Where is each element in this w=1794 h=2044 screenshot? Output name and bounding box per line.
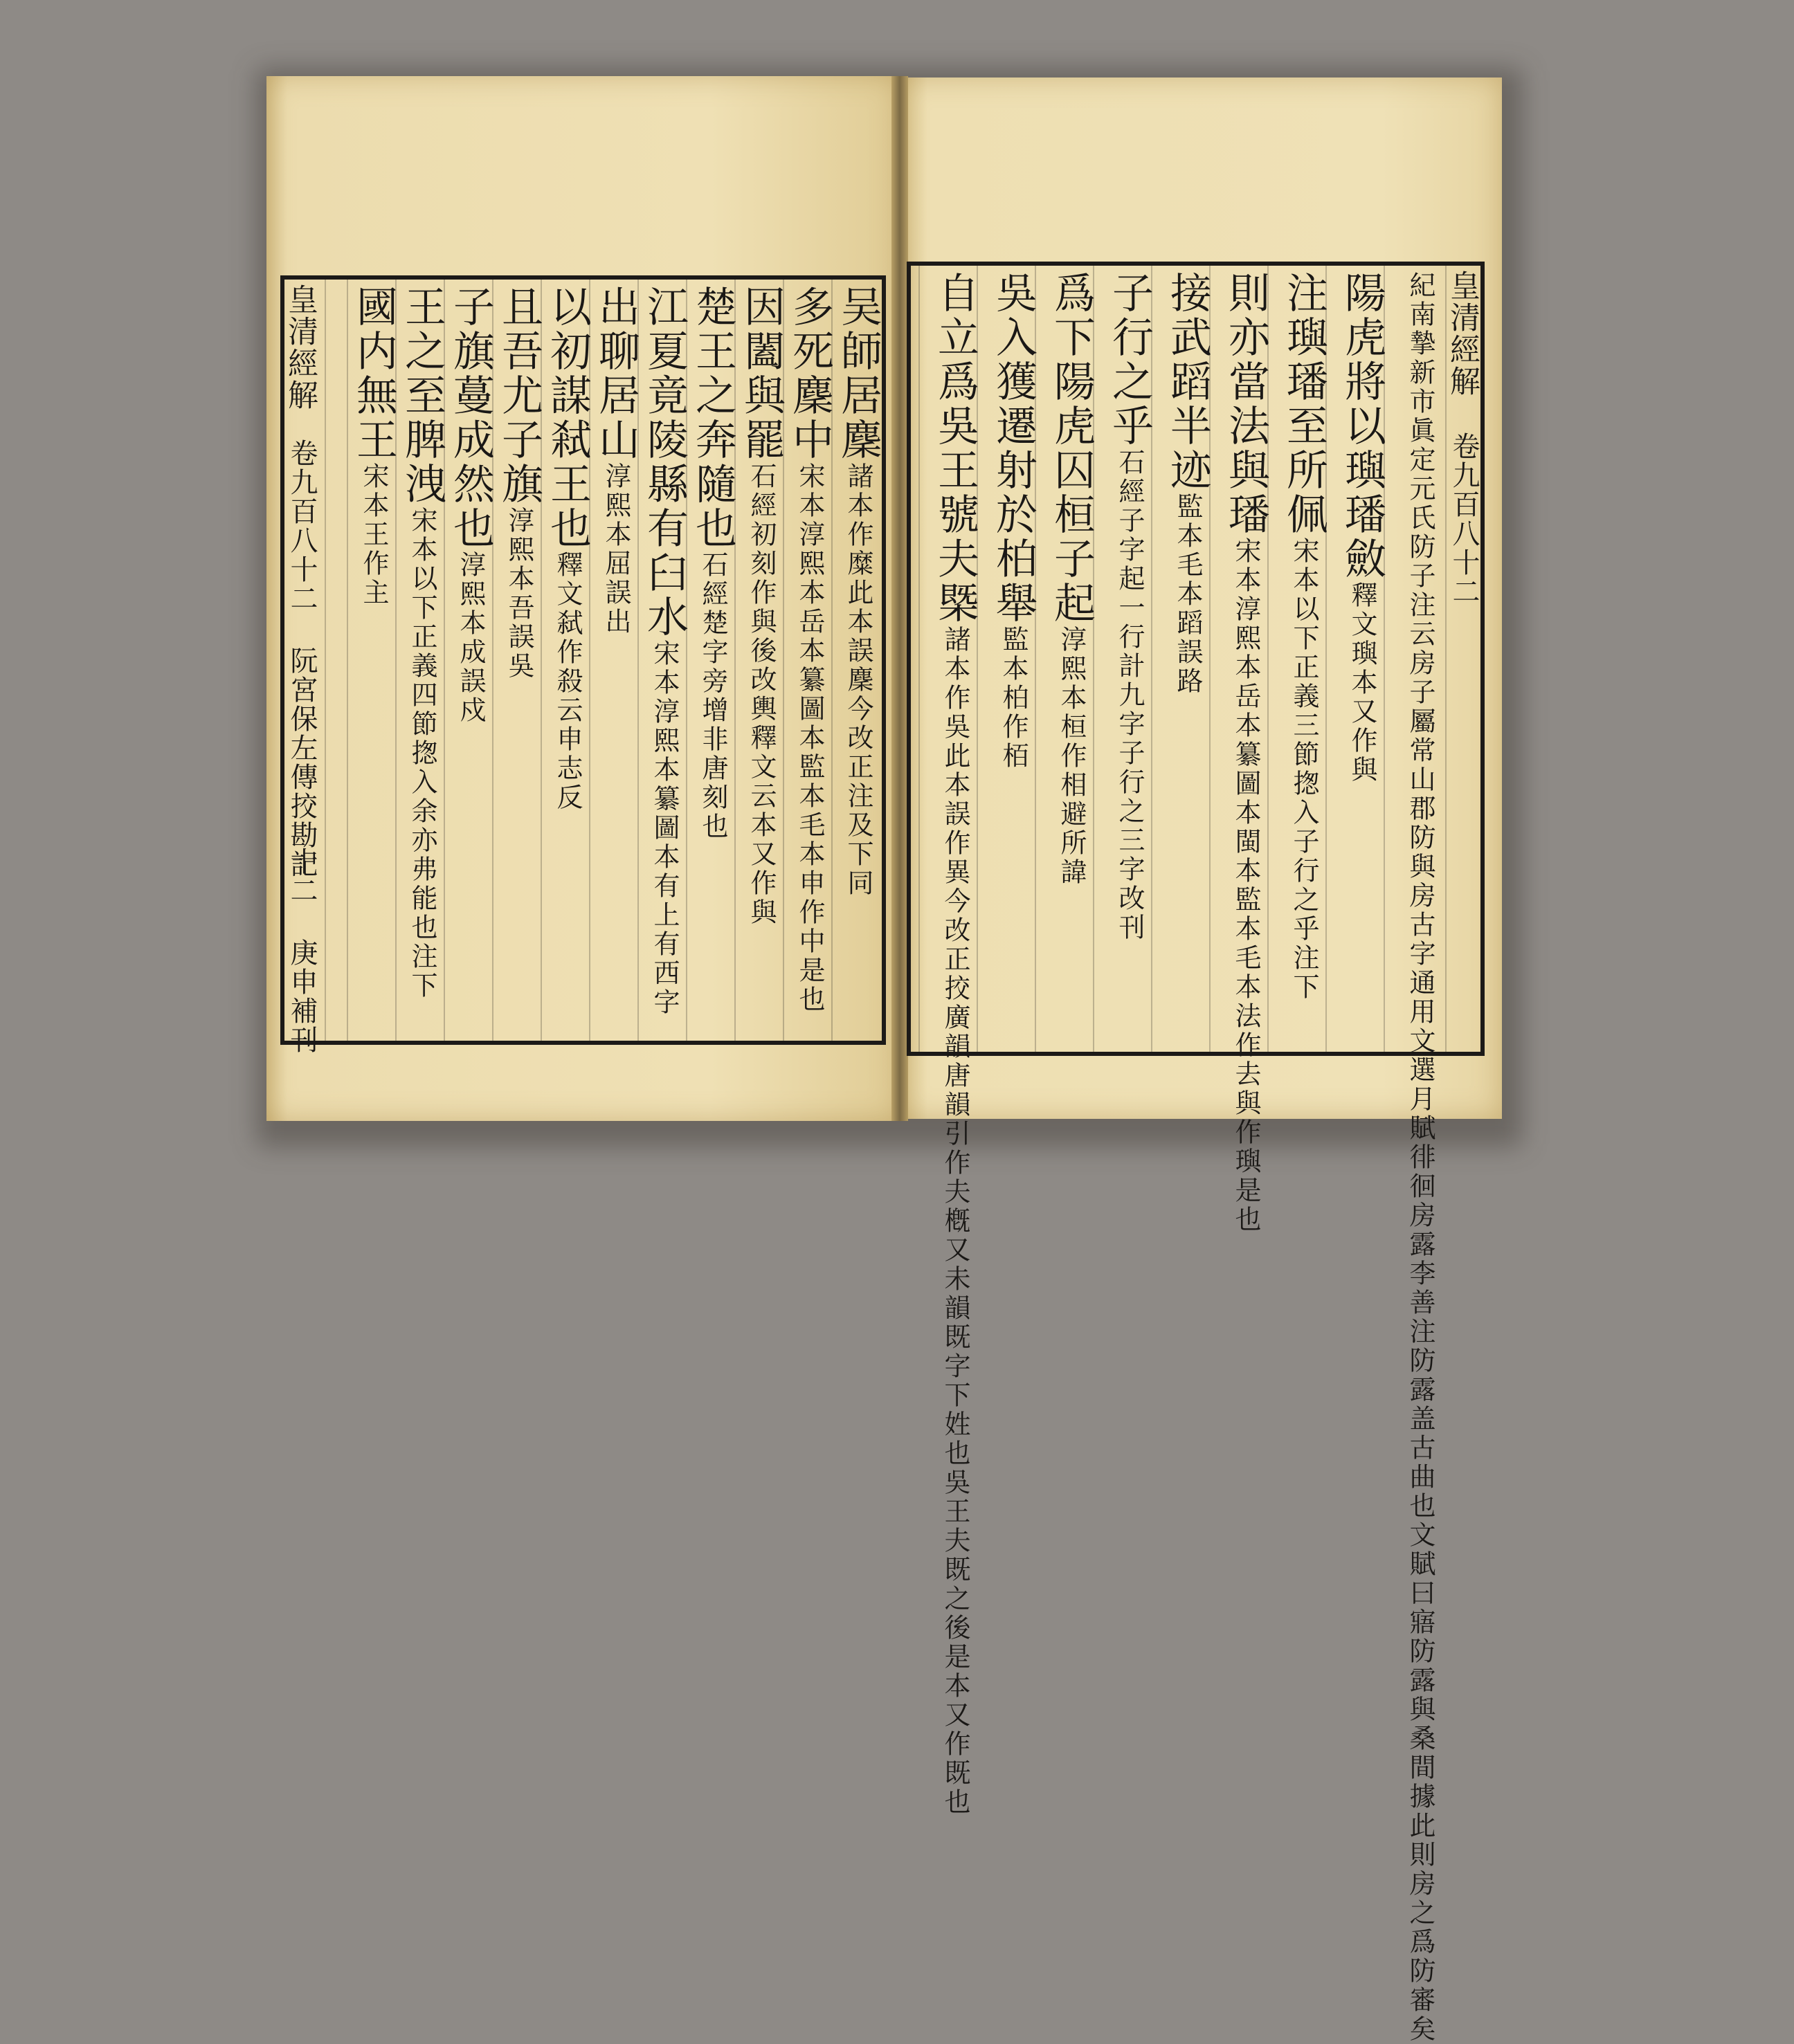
left-main-text: 楚王之奔隨也: [689, 285, 737, 551]
left-annotation: 淳熙本成誤戍: [455, 551, 486, 725]
left-column: [494, 285, 543, 1046]
left-annotation: 石經初刻作與後改輿釋文云本又作與: [746, 462, 777, 927]
left-annotation: 宋本以下正義四節揔入余亦弗能也注下: [407, 507, 437, 1001]
left-column: [785, 285, 834, 1046]
left-annotation: 宋本淳熙本岳本纂圖本監本毛本申作中是也: [795, 462, 825, 1014]
right-annotation: 監本毛本蹈誤路: [1172, 493, 1203, 696]
left-main-text: 且吾尤子旗: [495, 285, 543, 507]
right-margin-volume: 卷九百八十二: [1448, 432, 1480, 606]
left-main-text: 出聊居山: [592, 285, 640, 462]
right-annotation: 宋本以下正義三節揔入子行之乎注下: [1289, 537, 1319, 1002]
right-column: [1386, 271, 1441, 2044]
left-annotation: 釋文弑作殺云申志反: [552, 551, 583, 812]
right-annotation: 宋本淳熙本岳本纂圖本閩本監本毛本法作去與作璵是也: [1231, 537, 1261, 1234]
left-annotation: 宋本淳熙本纂圖本有上有西字: [649, 639, 680, 1017]
right-text-frame: [907, 262, 1485, 2044]
left-main-text: 王之至脾洩: [398, 285, 446, 507]
right-annotation: 淳熙本桓作相避所諱: [1056, 626, 1087, 887]
left-column: [446, 285, 495, 1046]
left-annotation: 淳熙本吾誤吳: [504, 507, 534, 681]
right-main-text: 爲下陽虎囚桓子起: [1047, 271, 1096, 626]
book-gutter: [891, 76, 908, 1121]
right-annotation: 紀南摯新市眞定元氏防子注云房子屬常山郡防與房古字通用文選月賦徘徊房露李善注防露盖古曲也文賦曰寤防露與桑間據此則房之爲防審矣: [1405, 271, 1435, 2044]
left-main-text: 國内無王: [350, 285, 398, 462]
right-main-text: 則亦當法與璠: [1222, 271, 1270, 537]
left-column: [688, 285, 737, 1046]
left-column: [833, 285, 882, 1046]
left-column: [736, 285, 786, 1046]
left-main-text: 因闔與罷: [737, 285, 786, 462]
right-annotation: 監本柏作栢: [998, 626, 1029, 771]
left-margin-page: 十二 庚申補刊: [286, 847, 318, 1055]
right-column: [1153, 271, 1212, 1057]
left-column: [640, 285, 689, 1046]
right-annotation: 釋文璵本又作與: [1347, 581, 1377, 785]
right-column: [979, 271, 1038, 1057]
right-column: [921, 271, 979, 1817]
right-column: [1328, 271, 1386, 1057]
right-margin-title: 皇清經解: [1444, 270, 1480, 397]
left-annotation: 宋本王作主: [359, 462, 389, 608]
left-column: [397, 285, 446, 1046]
left-annotation: 諸本作糜此本誤麇今改正注及下同: [843, 462, 873, 898]
left-main-text: 子旗蔓成然也: [446, 285, 495, 551]
right-annotation: 諸本作吳此本誤作異今改正挍廣韻唐韻引作夫槪又未韻既字下姓也吳王夫既之後是本又作既也: [940, 626, 970, 1817]
right-column: [1211, 271, 1270, 1234]
left-margin-title: 皇清經解: [282, 284, 318, 411]
left-main-text: 江夏竟陵縣有臼水: [640, 285, 689, 639]
right-column: [1269, 271, 1328, 1057]
right-annotation: 石經子字起一行計九字子行之三字改刊: [1114, 448, 1145, 942]
left-column: [349, 285, 398, 1046]
left-main-text: 多死麇中: [786, 285, 834, 462]
right-column: [1095, 271, 1154, 1057]
left-annotation: 淳熙本屈誤出: [601, 462, 631, 637]
left-column: [591, 285, 640, 1046]
right-main-text: 陽虎將以璵璠斂: [1338, 271, 1386, 581]
right-main-text: 注璵璠至所佩: [1280, 271, 1328, 537]
left-annotation: 石經楚字旁增非唐刻也: [698, 551, 728, 841]
left-text-frame: [280, 275, 886, 1055]
left-main-text: 以初謀弒王也: [543, 285, 592, 551]
left-column: [543, 285, 592, 1046]
right-column: [1037, 271, 1096, 1057]
left-margin-volume: 卷九百八十二 阮宮保左傳挍勘記: [286, 439, 318, 879]
right-main-text: 吳入獲遷射於柏舉: [989, 271, 1038, 626]
right-main-text: 子行之乎: [1105, 271, 1154, 448]
right-main-text: 自立爲吳王號夫槩: [931, 271, 979, 626]
left-main-text: 吴師居麇: [834, 285, 882, 462]
right-main-text: 接武蹈半迹: [1163, 271, 1212, 493]
